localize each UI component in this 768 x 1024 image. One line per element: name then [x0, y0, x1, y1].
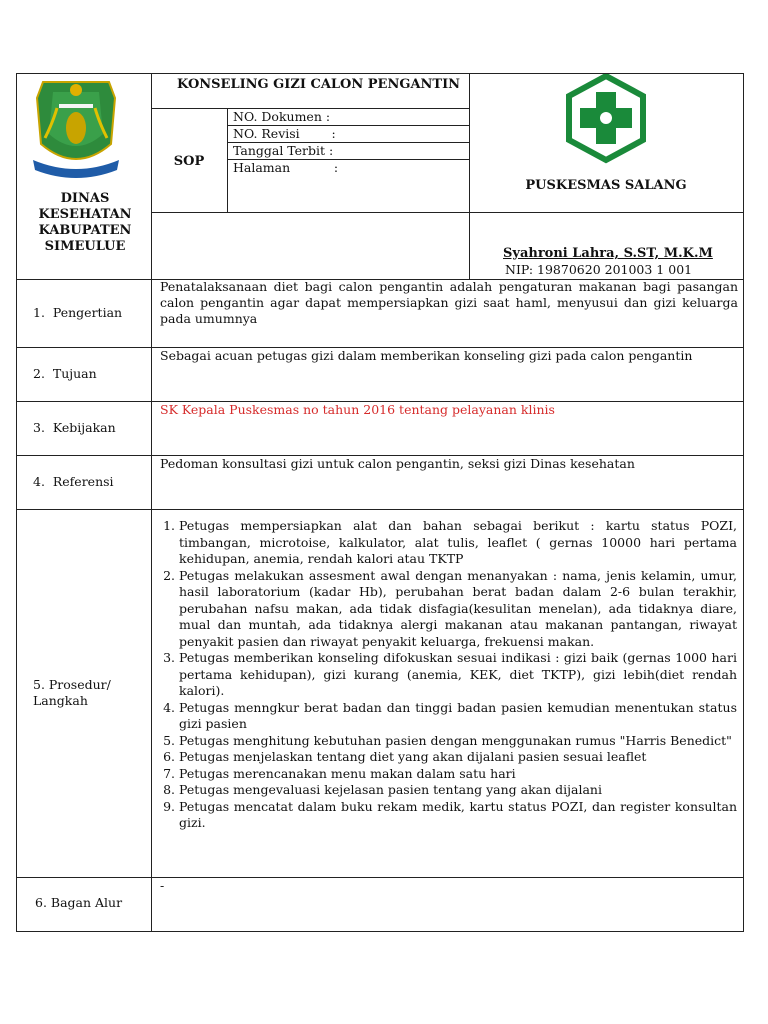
content-bagan-alur: - — [160, 878, 165, 893]
row-label-referensi: 4. Referensi — [33, 474, 114, 489]
procedure-step: 5. Petugas menghitung kebutuhan pasien dengan menggunakan rumus "Harris Benedict" — [179, 733, 737, 750]
divider-row-5 — [17, 877, 743, 878]
procedure-step: 8. Petugas mengevaluasi kejelasan pasien tentang yang akan dijalani — [179, 782, 737, 799]
puskesmas-cross-icon — [563, 74, 649, 164]
row-label-pengertian: 1. Pengertian — [33, 305, 123, 320]
procedure-step: 7. Petugas merencanakan menu makan dalam satu hari — [179, 766, 737, 783]
document-title: KONSELING GIZI CALON PENGANTIN — [177, 77, 461, 92]
content-referensi: Pedoman konsultasi gizi untuk calon pengantin, seksi gizi Dinas kesehatan — [160, 456, 635, 471]
signer-name: Syahroni Lahra, S.ST, M.K.M — [503, 246, 713, 261]
revision-field: NO. Revisi : — [233, 126, 336, 141]
procedure-step: 3. Petugas memberikan konseling difokuskan sesuai indikasi : gizi baik (gernas 1000 hari pertama kehidupan), gizi kurang (anemia, KEK, diet TKTP), gizi lebih(diet rendah kalori). — [179, 650, 737, 700]
divider-sop-fields — [227, 108, 228, 212]
logo-ribbon-text: SIMEULUE — [55, 162, 93, 169]
page-field: Halaman : — [233, 160, 339, 175]
sop-table — [16, 73, 744, 932]
issue-date-field: Tanggal Terbit : — [233, 143, 334, 158]
row-label-kebijakan: 3. Kebijakan — [33, 420, 116, 435]
procedure-step: 2. Petugas melakukan assesment awal dengan menanyakan : nama, jenis kelamin, umur, hasil laboratorium (kadar Hb), perubahan berat badan dalam 2-6 bulan terakhir, perubahan nafsu makan, ada tidak disfagia(kesulitan menelan), ada tidaknya diare, mual dan muntah, ada tidaknya alergi makanan atau makanan pantangan, riwayat penyakit pasien dan riwayat penyakit keluarga, frekuensi makan. — [179, 568, 737, 651]
procedure-step: 9. Petugas mencatat dalam buku rekam medik, kartu status POZI, dan register konsultan gizi. — [179, 799, 737, 832]
procedure-steps — [155, 518, 737, 832]
content-pengertian: Penatalaksanaan diet bagi calon pengantin adalah pengaturan makanan bagi pasangan calon pengantin agar dapat mempersiapkan gizi saat haml, menyusui dan gizi keluarga pada umumnya — [160, 279, 738, 326]
content-kebijakan: SK Kepala Puskesmas no tahun 2016 tentang pelayanan klinis — [160, 402, 555, 417]
sop-label: SOP — [173, 154, 205, 169]
procedure-step: 1. Petugas mempersiapkan alat dan bahan sebagai berikut : kartu status POZI, timbangan, microtoise, kalkulator, alat tulis, leaflet ( gernas 10000 hari pertama kehidupan, anemia, rendah kalori atau TKTP — [179, 518, 737, 568]
institution-name: DINAS KESEHATAN KABUPATEN SIMEULUE — [38, 191, 132, 254]
divider-row-4 — [17, 509, 743, 510]
procedure-step: 4. Petugas menngkur berat badan dan tinggi badan pasien kemudian menentukan status gizi pasien — [179, 700, 737, 733]
divider-label-column — [151, 74, 152, 931]
doc-number-field: NO. Dokumen : — [233, 109, 331, 124]
divider-signature — [151, 212, 743, 213]
row-label-tujuan: 2. Tujuan — [33, 366, 97, 381]
puskesmas-name: PUSKESMAS SALANG — [525, 178, 687, 193]
content-tujuan: Sebagai acuan petugas gizi dalam memberikan konseling gizi pada calon pengantin — [160, 348, 693, 363]
row-label-prosedur: 5. Prosedur/ Langkah — [33, 677, 111, 708]
row-label-bagan-alur: 6. Bagan Alur — [35, 895, 123, 910]
procedure-step: 6. Petugas menjelaskan tentang diet yang akan dijalani pasien sesuai leaflet — [179, 749, 737, 766]
signer-nip: NIP: 19870620 201003 1 001 — [505, 262, 693, 277]
divider-right-header — [469, 74, 470, 279]
